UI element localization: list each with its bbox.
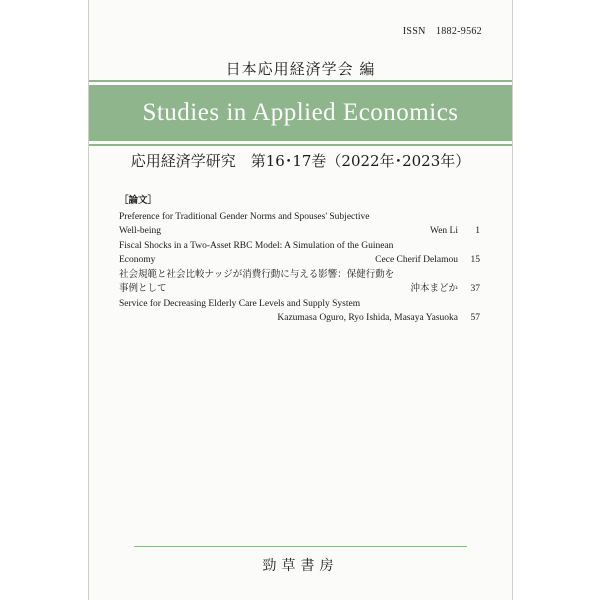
article-title-line: Fiscal Shocks in a Two-Asset RBC Model: A Simulation of the Guinean bbox=[119, 240, 394, 251]
toc-entry bbox=[119, 297, 480, 326]
article-title-line: 事例として bbox=[119, 284, 167, 294]
article-author: Kazumasa Oguro, Ryo Ishida, Masaya Yasuoka bbox=[277, 313, 458, 323]
article-title-line: Preference for Traditional Gender Norms and Spouses' Subjective bbox=[119, 211, 370, 222]
japanese-title: 応用経済学研究 第16･17巻（2022年･2023年） bbox=[130, 152, 471, 170]
book-cover bbox=[88, 0, 513, 600]
toc-heading: ［論文］ bbox=[119, 196, 158, 206]
publisher-name: 勁草書房 bbox=[262, 558, 339, 574]
title-band bbox=[89, 85, 512, 141]
article-title-line: Economy bbox=[119, 255, 156, 265]
editor-credit: 日本応用経済学会 編 bbox=[225, 60, 376, 78]
table-of-contents bbox=[119, 194, 480, 326]
article-page: 37 bbox=[470, 284, 480, 294]
article-author: 沖本まどか bbox=[410, 284, 458, 294]
article-page: 57 bbox=[470, 313, 480, 323]
toc-entry bbox=[119, 210, 480, 239]
toc-entry bbox=[119, 268, 480, 297]
article-title-line: Service for Decreasing Elderly Care Levels and Supply System bbox=[119, 298, 361, 309]
article-title-line: Well-being bbox=[119, 226, 161, 236]
issn-number: ISSN 1882-9562 bbox=[402, 26, 482, 37]
toc-entry bbox=[119, 239, 480, 268]
article-author: Cece Cherif Delamou bbox=[375, 255, 458, 265]
article-author: Wen Li bbox=[430, 226, 458, 236]
green-rule-bottom bbox=[89, 144, 512, 146]
article-page: 15 bbox=[470, 255, 480, 265]
article-title-line: 社会規範と社会比較ナッジが消費行動に与える影響：保健行動を bbox=[119, 269, 395, 280]
english-title: Studies in Applied Economics bbox=[142, 99, 459, 126]
article-page: 1 bbox=[475, 226, 480, 236]
green-rule-top bbox=[89, 80, 512, 82]
green-rule-footer bbox=[134, 546, 467, 547]
